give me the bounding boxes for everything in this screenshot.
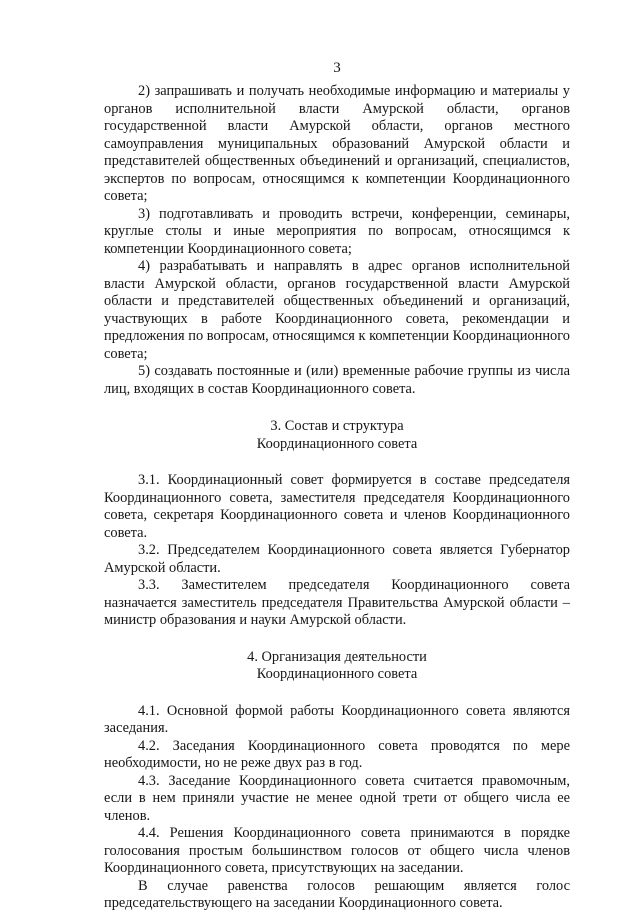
list-item: 2) запрашивать и получать необходимые информацию и материалы у органов исполнительной власти Амурской области, органов государственной власти Амурской области, органов местного самоуправления муниципальных образований Амурской области и представителей общественных объединений и организаций, специалистов, экспертов по вопросам, относящимся к компетенции Координационного совета; — [104, 83, 570, 204]
rights-list — [104, 83, 570, 398]
section-4-heading — [104, 649, 570, 684]
section-4-paragraph: В случае равенства голосов решающим является голос председательствующего на заседании Координационного совета. — [104, 877, 570, 911]
section-4-title-line-1: 4. Организация деятельности — [247, 648, 427, 665]
section-3-paragraph: 3.1. Координационный совет формируется в составе председателя Координационного совета, заместителя председателя Координационного совета, секретаря Координационного совета и членов Координационного совета. — [104, 472, 570, 541]
list-item: 3) подготавливать и проводить встречи, конференции, семинары, круглые столы и иные мероприятия по вопросам, относящимся к компетенции Координационного совета; — [104, 205, 570, 257]
section-3-paragraph: 3.3. Заместителем председателя Координационного совета назначается заместитель председателя Правительства Амурской области – министр образования и науки Амурской области. — [104, 577, 570, 628]
section-3-body — [104, 472, 570, 630]
section-3-paragraph: 3.2. Председателем Координационного совета является Губернатор Амурской области. — [104, 542, 570, 576]
section-4-paragraph: 4.4. Решения Координационного совета принимаются в порядке голосования простым большинством голосов от общего числа членов Координационного совета, присутствующих на заседании. — [104, 825, 570, 876]
section-4-paragraph: 4.3. Заседание Координационного совета считается правомочным, если в нем приняли участие не менее одной трети от общего числа ее членов. — [104, 772, 570, 824]
list-item: 4) разрабатывать и направлять в адрес органов исполнительной власти Амурской области, органов государственной власти Амурской области и представителей общественных объединений и организаций, участвующих в работе Координационного совета, рекомендации и предложения по вопросам, относящимся к компетенции Координационного совета; — [104, 258, 570, 362]
section-4-body — [104, 703, 570, 913]
section-3-heading — [104, 418, 570, 453]
section-4-paragraph: 4.2. Заседания Координационного совета проводятся по мере необходимости, но не реже двух раз в год. — [104, 737, 570, 771]
section-4-title-line-2: Координационного совета — [256, 666, 418, 682]
page-number: 3 — [333, 60, 341, 76]
section-3-title-line-2: Координационного совета — [256, 435, 418, 452]
list-item: 5) создавать постоянные и (или) временные рабочие группы из числа лиц, входящих в состав Координационного совета. — [104, 363, 570, 397]
section-4-paragraph: 4.1. Основной формой работы Координационного совета являются заседания. — [104, 702, 570, 736]
section-3-title-line-1: 3. Состав и структура — [270, 418, 404, 434]
